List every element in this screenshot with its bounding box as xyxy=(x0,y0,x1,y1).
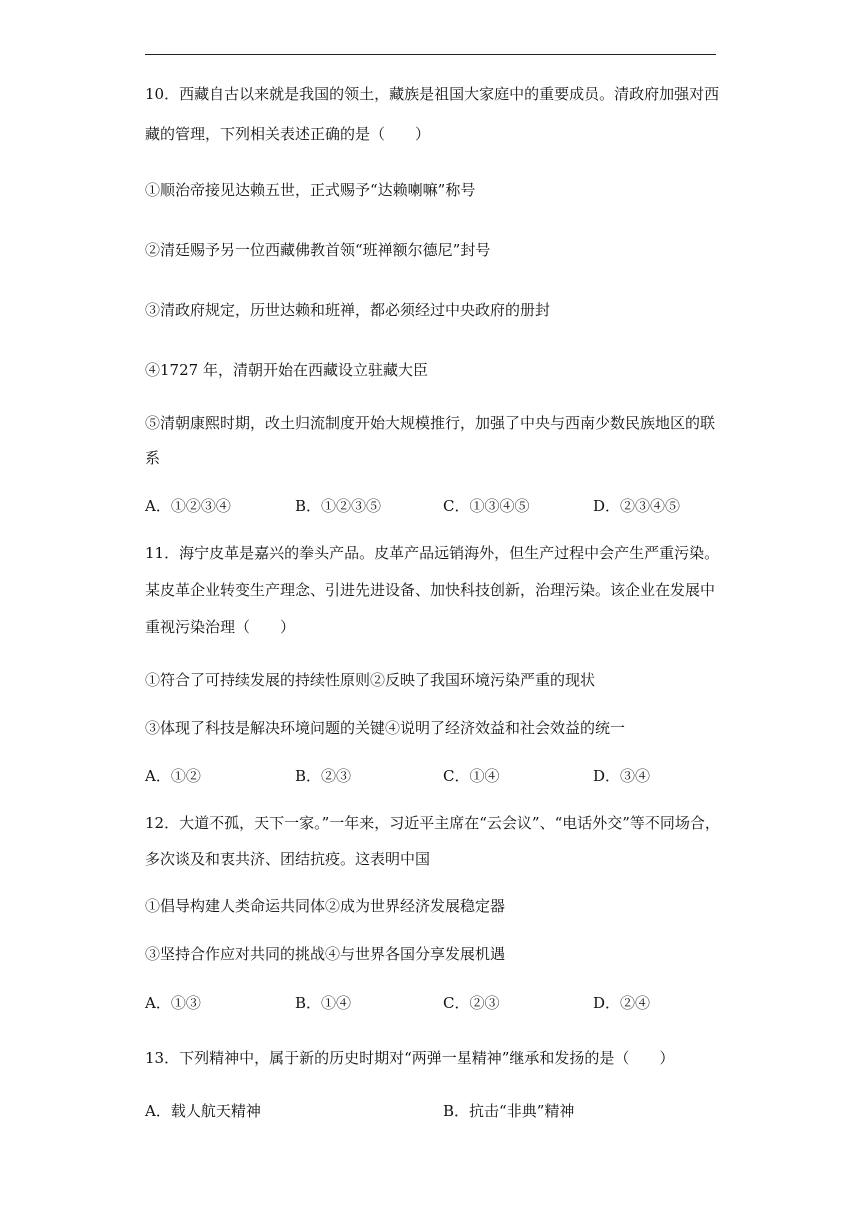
question-stem-line: 13．下列精神中，属于新的历史时期对“两弹一星精神”继承和发扬的是（ ） xyxy=(145,1049,675,1067)
option-a[interactable]: A．①③ xyxy=(145,994,201,1012)
option-d[interactable]: D．③④ xyxy=(593,767,651,785)
option-b[interactable]: B．①②③⑤ xyxy=(295,497,382,515)
question-stem-line: 10．西藏自古以来就是我国的领土，藏族是祖国大家庭中的重要成员。清政府加强对西 xyxy=(145,85,720,103)
statement-line: ⑤清朝康熙时期，改土归流制度开始大规模推行，加强了中央与西南少数民族地区的联 xyxy=(145,414,716,432)
statement-line: ①倡导构建人类命运共同体②成为世界经济发展稳定器 xyxy=(145,897,506,915)
statement-line: ③清政府规定，历世达赖和班禅，都必须经过中央政府的册封 xyxy=(145,301,551,319)
option-c[interactable]: C．①④ xyxy=(443,767,500,785)
option-b[interactable]: B．抗击“非典”精神 xyxy=(443,1102,575,1120)
statement-line: ①符合了可持续发展的持续性原则②反映了我国环境污染严重的现状 xyxy=(145,671,596,689)
option-d[interactable]: D．②④ xyxy=(593,994,651,1012)
option-a[interactable]: A．载人航天精神 xyxy=(145,1102,261,1120)
question-stem-line: 藏的管理，下列相关表述正确的是（ ） xyxy=(145,125,431,143)
question-stem-line: 多次谈及和衷共济、团结抗疫。这表明中国 xyxy=(145,850,431,868)
option-d[interactable]: D．②③④⑤ xyxy=(593,497,681,515)
statement-line: ③体现了科技是解决环境问题的关键④说明了经济效益和社会效益的统一 xyxy=(145,719,626,737)
statement-line: ①顺治帝接见达赖五世，正式赐予“达赖喇嘛”称号 xyxy=(145,181,476,199)
statement-line: ③坚持合作应对共同的挑战④与世界各国分享发展机遇 xyxy=(145,945,506,963)
page-top-rule xyxy=(145,54,716,55)
statement-line: ②清廷赐予另一位西藏佛教首领“班禅额尔德尼”封号 xyxy=(145,241,491,259)
question-stem-line: 某皮革企业转变生产理念、引进先进设备、加快科技创新，治理污染。该企业在发展中 xyxy=(145,581,716,599)
statement-line: 系 xyxy=(145,449,161,467)
statement-line: ④1727 年，清朝开始在西藏设立驻藏大臣 xyxy=(145,361,428,379)
option-c[interactable]: C．①③④⑤ xyxy=(443,497,530,515)
option-c[interactable]: C．②③ xyxy=(443,994,500,1012)
option-a[interactable]: A．①②③④ xyxy=(145,497,231,515)
question-stem-line: 12．大道不孤，天下一家。”一年来，习近平主席在“云会议”、“电话外交”等不同场合， xyxy=(145,814,720,832)
option-a[interactable]: A．①② xyxy=(145,767,201,785)
option-b[interactable]: B．①④ xyxy=(295,994,352,1012)
question-stem-line: 重视污染治理（ ） xyxy=(145,618,296,636)
option-b[interactable]: B．②③ xyxy=(295,767,352,785)
question-stem-line: 11．海宁皮革是嘉兴的拳头产品。皮革产品远销海外，但生产过程中会产生严重污染。 xyxy=(145,544,720,562)
